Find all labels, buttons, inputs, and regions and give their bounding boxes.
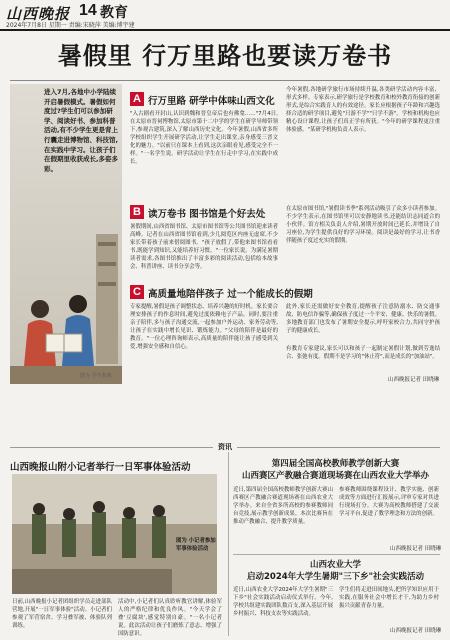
section-a-col-2: 今年暑假,各地研学旅行市场持续升温,各类研学活动内容丰富、形式多样。专家表示,研学旅行是学校教育和校外教育衔接的创新形式,是综合实践育人的有效途径。家长应根据孩子年龄和兴趣选择合适的研学项目,避免"只游不学""只学不游"。学校和机构也应精心设计课程,让孩子们真正学有所获。"今年的研学课程更注重体验感。"某研学机构负责人表示。: [286, 87, 440, 133]
left-story-col-2: 活动中,小记者们认真聆听教官讲解,体验军人的严格纪律和优良作风。"今天学会了叠'豆腐块',感觉特别自豪。"一名小记者说。此次活动让孩子们磨炼了意志、增强了国防意识。: [118, 599, 222, 637]
right-top-col-2: 参赛教师围绕课程设计、教学实施、创新成效等方面进行汇报展示,评审专家对其进行现场打分。大赛为高校教师搭建了交流学习平台,促进了教学理念和方法的创新。: [339, 487, 439, 517]
section-name: 教育: [100, 5, 128, 21]
right-top-title-line2: 山西赛区产教融合赛道现场赛在山西农业大学举办: [241, 471, 429, 481]
section-b-title: 读万卷书 图书馆是个好去处: [148, 209, 266, 220]
section-b-mark: B: [130, 205, 144, 219]
header-meta: 2024年7月8日 星期一 责编:宋晓萍 美编:博宇建: [6, 22, 135, 29]
left-story-caption: 图为 小记者参加军事体验活动: [176, 538, 216, 552]
section-c-title: 高质量地陪伴孩子 过一个能成长的假期: [148, 289, 313, 300]
right-top-byline: 山西晚报记者 田晓琳: [390, 546, 442, 552]
photo-caption: 图为 学生参观: [80, 373, 112, 379]
right-bottom-col-2: 学生们将走进田间地头,把所学知识应用于实践,在服务社会中增长才干,为助力乡村振兴贡献青春力量。: [339, 587, 439, 609]
right-bottom-title-line2: 启动2024年大学生暑期"三下乡"社会实践活动: [246, 572, 425, 582]
section-a-mark: A: [130, 92, 144, 106]
right-top-title-line1: 第四届全国高校教师教学创新大赛: [271, 459, 400, 469]
section-c-mark: C: [130, 285, 144, 299]
headline-rule: [10, 80, 440, 81]
right-divider: [233, 554, 440, 555]
left-story-photo: [12, 474, 217, 594]
right-bottom-col-1: 近日,山西农业大学2024年大学生暑期"三下乡"社会实践活动启动仪式举行。今年,学校共组建实践团队数百支,深入基层开展乡村振兴、科技支农等实践活动。: [233, 587, 333, 617]
military-activity-illustration: [12, 474, 217, 594]
right-top-col-1: 近日,第四届全国高校教师教学创新大赛山西赛区产教融合赛道现场赛在山西农业大学举办。来自全省多所高校的参赛教师同台竞技,展示教学创新成果。本次比赛旨在推动产教融合、提升教学质量。: [233, 487, 333, 525]
section-c-col-1: 专家提醒,暑假是孩子调整状态、培养兴趣的好时机。家长要合理安排孩子的作息时间,避免过度依赖电子产品。同时,要注重亲子陪伴,多与孩子沟通交流,一起参加户外运动、家务劳动等,让孩子在实践中增长见识、锻炼能力。"父母的陪伴是最好的教育。"一位心理咨询师表示,高质量的陪伴能让孩子感受到关爱,增强安全感和自信心。: [130, 304, 278, 350]
section-c-col-3: 有教育专家建议,家长可以和孩子一起制定暑假计划,做到劳逸结合、张弛有度。假期不是学习的"休止符",而是成长的"加油站"。: [286, 346, 440, 360]
page-header: [0, 0, 450, 30]
section-a-col-1: "入古剧看开封山,认识到魏和晋皇帝后也有佛龛……"7月4日,在太原市晋祠博物馆,太原市第十二中学的学生在研学导师带领下,参观古建筑,深入了解山西历史文化。今年暑假,山西省多所学校组织学生开展研学活动,让学生走出课堂,亲身感受三晋文化的魅力。"以前只在课本上看到,这次亲眼看见,感受完全不一样。"一名学生说。研学活动让学生在行走中学习,在实践中成长。: [130, 111, 278, 165]
masthead: 山西晚报: [6, 5, 71, 23]
page-number: 14: [79, 2, 97, 19]
left-story-col-1: 日前,山西晚报小记者团组织学员走进部队营地,开展"一日军事体验"活动。小记者们参观了军营宿舍、学习叠军被、体验队列训练。: [12, 599, 112, 629]
left-story-title: 山西晚报山附小记者举行一日军事体验活动: [10, 462, 191, 473]
header-rule: [0, 29, 450, 31]
headline: 暑假里 行万里路也要读万卷书: [57, 42, 393, 70]
section-b-col-2: 在太原市图书馆,"暑假读书季"系列活动吸引了众多小读者参加。不少学生表示,在图书馆里可以安静地读书,还能结识志同道合的小伙伴。馆方相关负责人介绍,暑期开放时间已延长,并增设了自习座位,为学生提供良好的学习环境。阅读是最好的学习,让书香伴随孩子度过充实的假期。: [286, 206, 440, 244]
section-c-col-2: 此外,家长还需做好安全教育,提醒孩子注意防溺水、防交通事故、防电信诈骗等,确保孩子度过一个平安、健康、快乐的暑假。多地教育部门也发布了暑期安全提示,呼吁家校合力,共同守护孩子的健康成长。: [286, 304, 440, 334]
right-bottom-title-line1: 山西农业大学: [309, 560, 361, 570]
intro-text: 进入7月,各地中小学陆续开启暑假模式。暑假如何度过?学生们可以参加研学、阅读好书、参加科普活动,有不少学生更是背上行囊走进博物馆、科技馆,在实践中学习。让孩子们在假期里收获成长,多姿多彩。: [44, 88, 118, 173]
section-b-col-1: 暑假期间,山西省图书馆、太原市图书馆等公共图书馆迎来读者高峰。记者在山西省图书馆看到,少儿阅览区内座无虚席,不少家长带着孩子前来借阅图书。"孩子放假了,带他来图书馆看看书,既能学到知识,又能培养好习惯。"一位家长说。为满足暑期读者需求,各图书馆推出了丰富多彩的阅读活动,包括绘本故事会、科普讲座、读书分享会等。: [130, 224, 278, 270]
news-badge: 资讯: [213, 441, 237, 453]
section-a-title: 行万里路 研学中体味山西文化: [148, 96, 275, 107]
right-bottom-byline: 山西晚报记者 田晓琳: [390, 628, 442, 634]
vertical-divider: [228, 452, 229, 636]
section-c-byline: 山西晚报记者 田晓琳: [388, 377, 440, 383]
